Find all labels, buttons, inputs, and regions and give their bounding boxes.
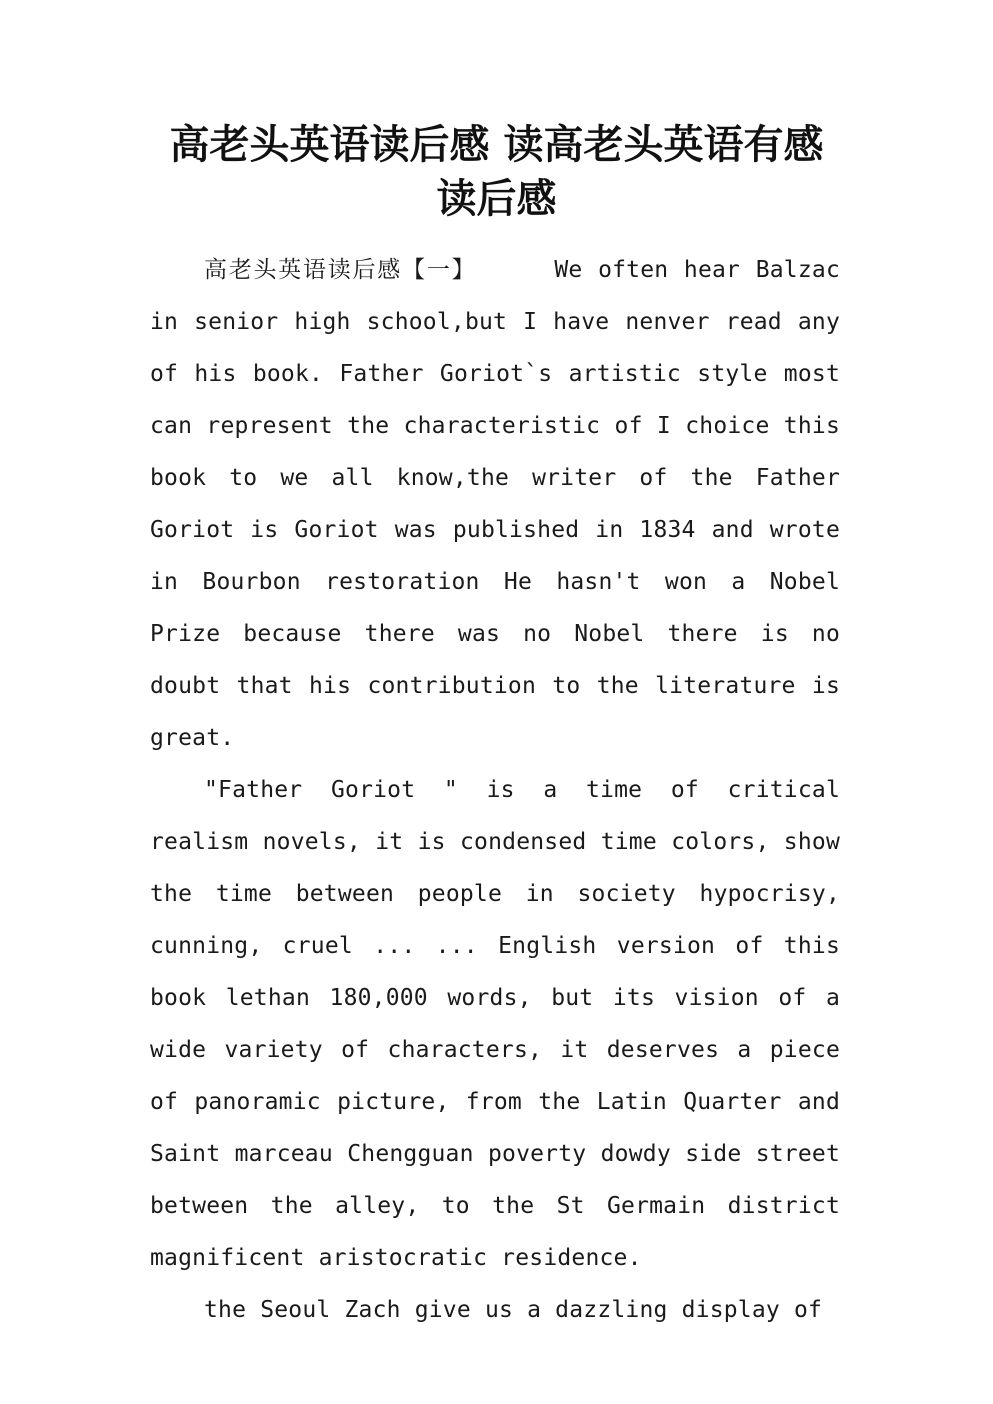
document-title: 高老头英语读后感 读高老头英语有感读后感 [169, 121, 824, 222]
paragraph [150, 1284, 840, 1336]
paragraph [150, 244, 840, 764]
paragraph-text: "Father Goriot " is a time of critical realism novels, it is condensed time colors, show the time between people in society hypocrisy, cunning, cruel ... ... English version of this book lethan 180,000 words, but its vision of a wide variety of characters, it deserves a piece of panoramic picture, from the Latin Quarter and Saint marceau Chengguan poverty dowdy side street between the alley, to the St Germain district magnificent aristocratic residence. [150, 777, 840, 1271]
paragraph-heading: 高老头英语读后感【一】 [204, 257, 477, 283]
paragraph [150, 764, 840, 1284]
paragraph-text: We often hear Balzac in senior high school,but I have nenver read any of his book. Father Goriot`s artistic style most can represent the characteristic of I choice this book to we all know,the writer of the Father Goriot is Goriot was published in 1834 and wrote in Bourbon restoration He hasn't won a Nobel Prize because there was no Nobel there is no doubt that his contribution to the literature is great. [150, 257, 840, 751]
paragraph-text: the Seoul Zach give us a dazzling display of [204, 1297, 823, 1323]
document-body [150, 244, 840, 1336]
